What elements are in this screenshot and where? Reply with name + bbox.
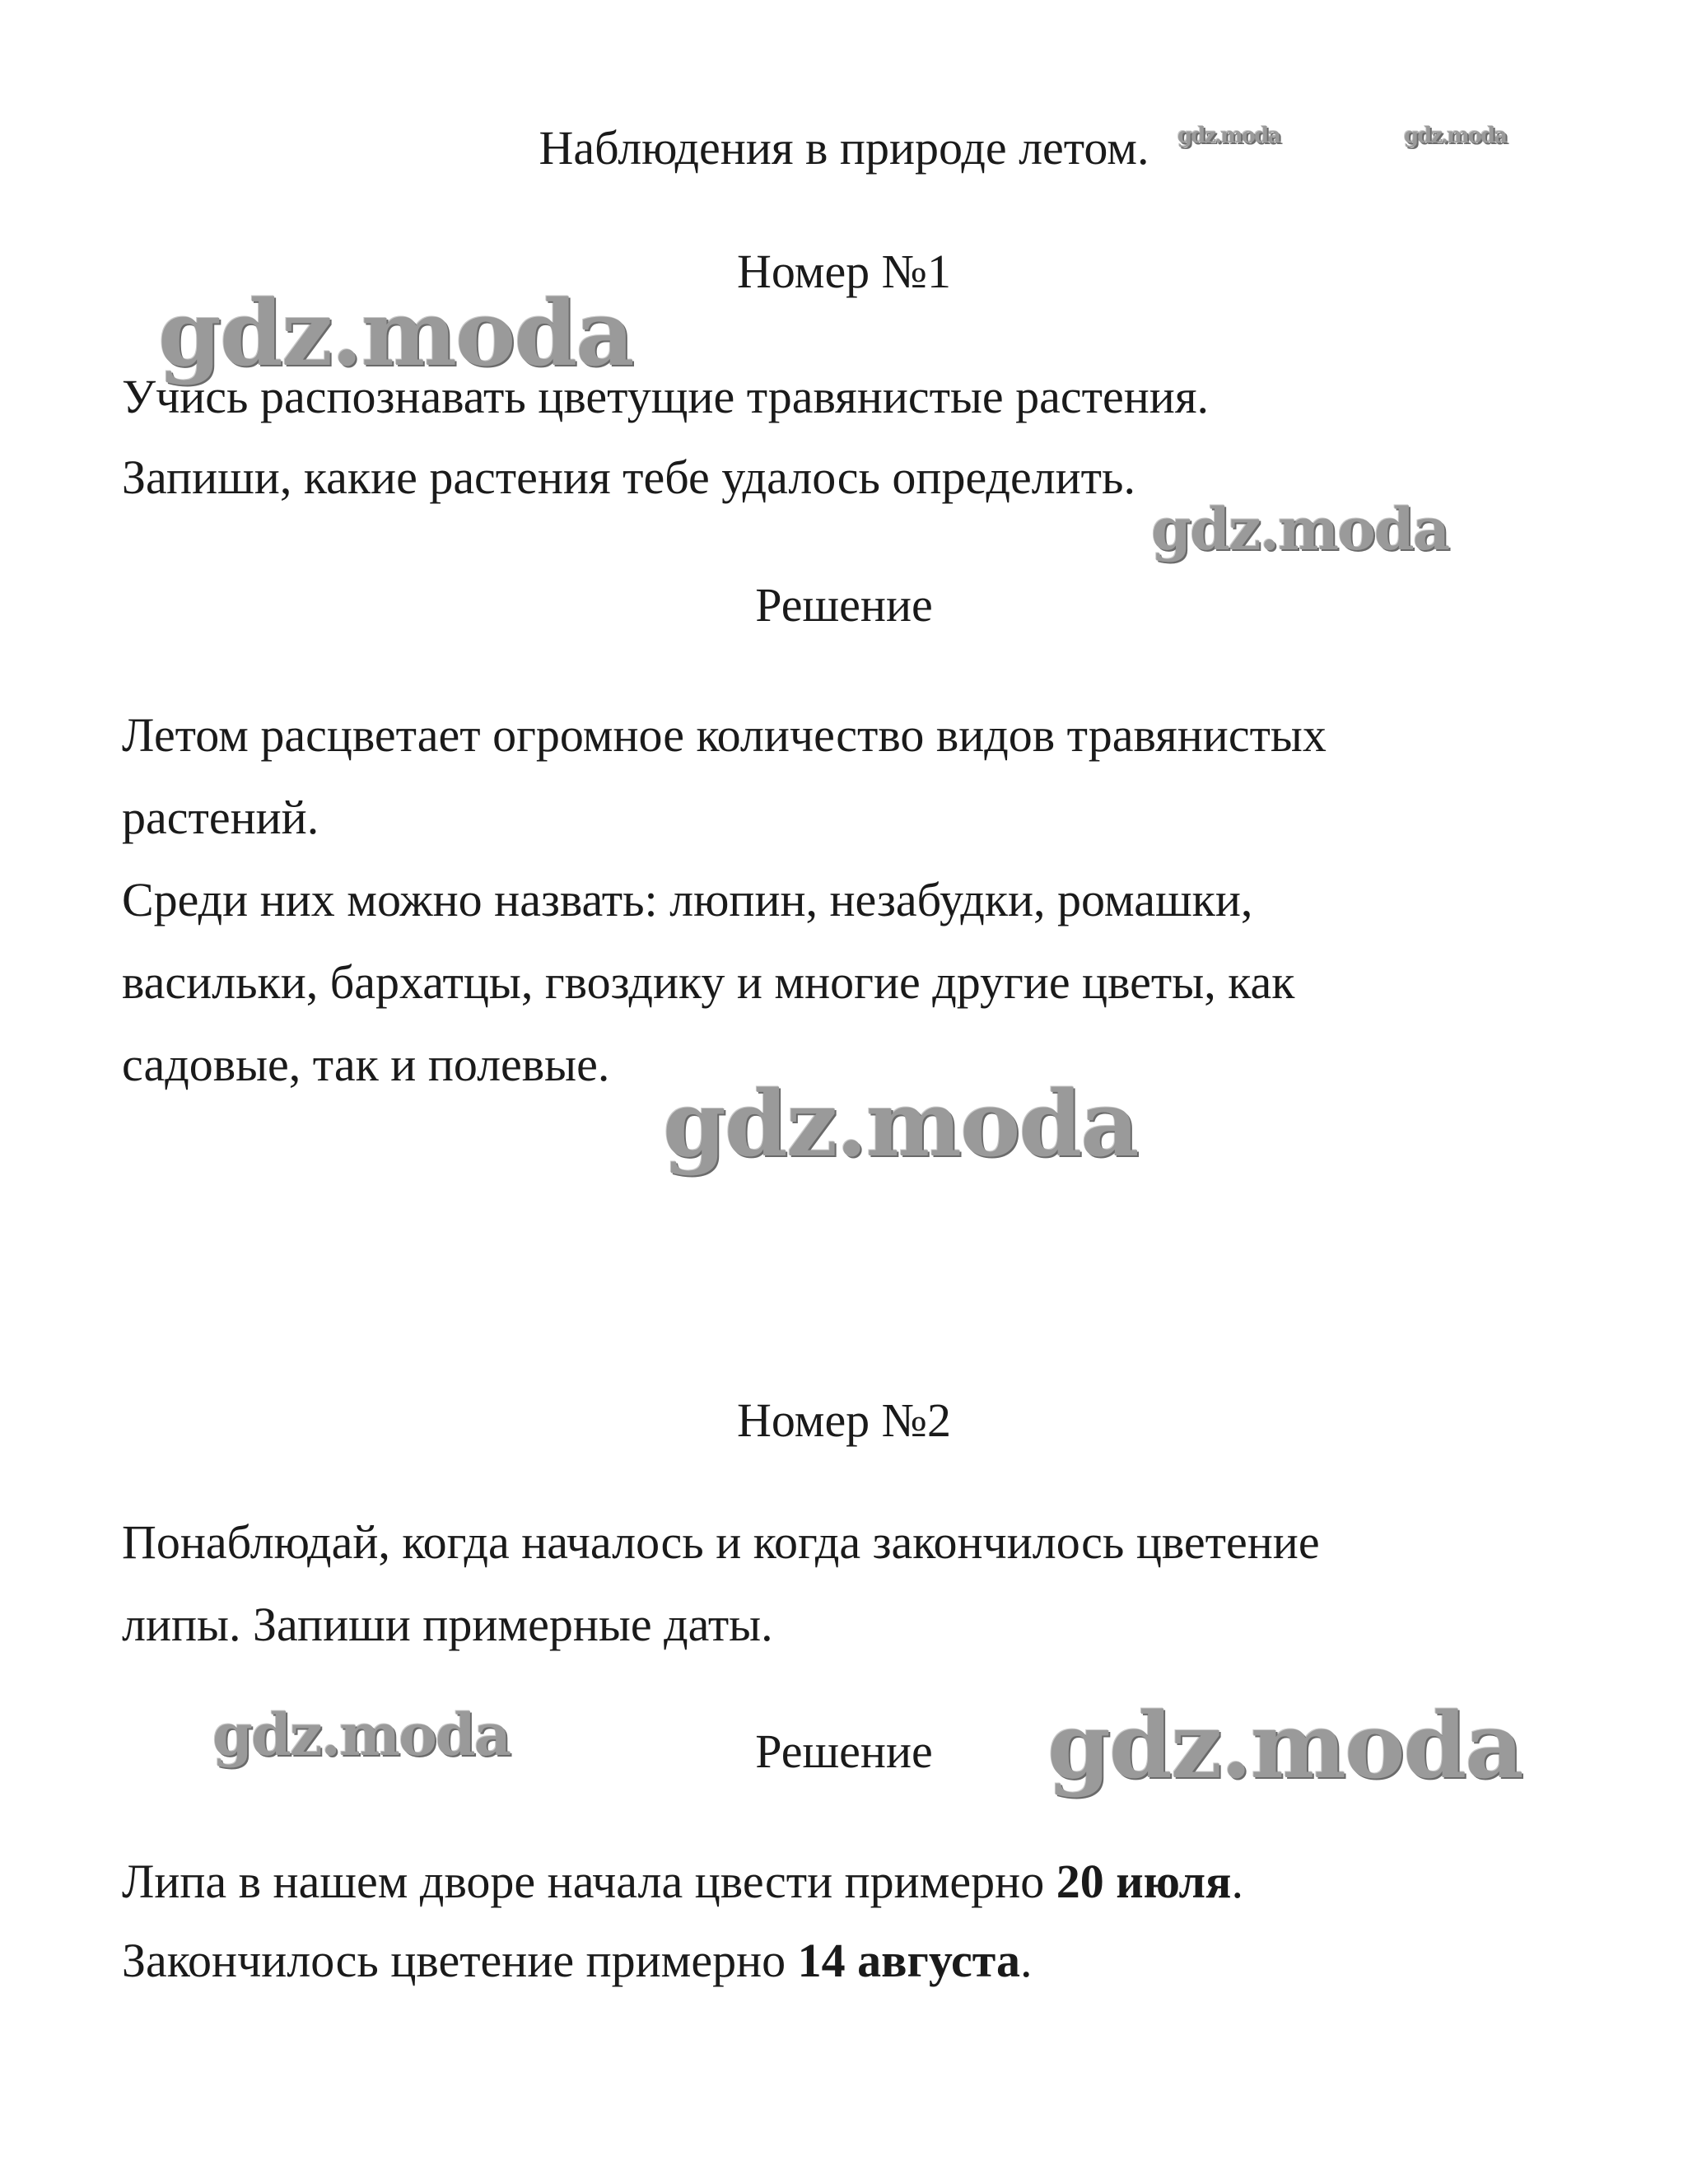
task2-answer-start <box>122 1853 1243 1911</box>
end-date: 14 августа <box>797 1934 1020 1987</box>
task2-question-line: липы. Запиши примерные даты. <box>122 1598 773 1651</box>
watermark: gdz.moda <box>1404 124 1507 148</box>
task2-question-line: Понаблюдай, когда началось и когда закончилось цветение <box>122 1515 1320 1569</box>
task1-answer-line: садовые, так и полевые. <box>122 1038 610 1091</box>
page-title: Наблюдения в природе летом. <box>539 121 1149 175</box>
task2-solution-heading: Решение <box>755 1724 933 1778</box>
start-date: 20 июля <box>1056 1855 1232 1908</box>
task1-answer-line: Летом расцветает огромное количество видов травянистых <box>122 708 1327 762</box>
task1-heading: Номер №1 <box>736 245 952 298</box>
watermark: gdz.moda <box>663 1071 1138 1177</box>
watermark: gdz.moda <box>212 1701 511 1769</box>
task1-answer-line: васильки, бархатцы, гвоздику и многие другие цветы, как <box>122 955 1295 1009</box>
watermark: gdz.moda <box>1177 124 1280 148</box>
task1-answer-line: Среди них можно назвать: люпин, незабудки, ромашки, <box>122 873 1253 926</box>
task1-question-line: Запиши, какие растения тебе удалось определить. <box>122 450 1135 504</box>
task1-answer-line: растений. <box>122 791 319 844</box>
task2-heading: Номер №2 <box>736 1393 952 1447</box>
answer-punctuation: . <box>1231 1855 1243 1908</box>
task1-question-line: Учись распознавать цветущие травянистые растения. <box>122 370 1210 423</box>
task1-solution-heading: Решение <box>755 578 933 632</box>
watermark: gdz.moda <box>1151 495 1449 563</box>
task2-answer-end <box>122 1932 1033 1990</box>
watermark: gdz.moda <box>158 280 633 386</box>
watermark: gdz.moda <box>1047 1692 1522 1799</box>
answer-text: Липа в нашем дворе начала цвести примерно <box>122 1855 1056 1908</box>
answer-text: Закончилось цветение примерно <box>122 1934 798 1987</box>
answer-punctuation: . <box>1020 1934 1033 1987</box>
